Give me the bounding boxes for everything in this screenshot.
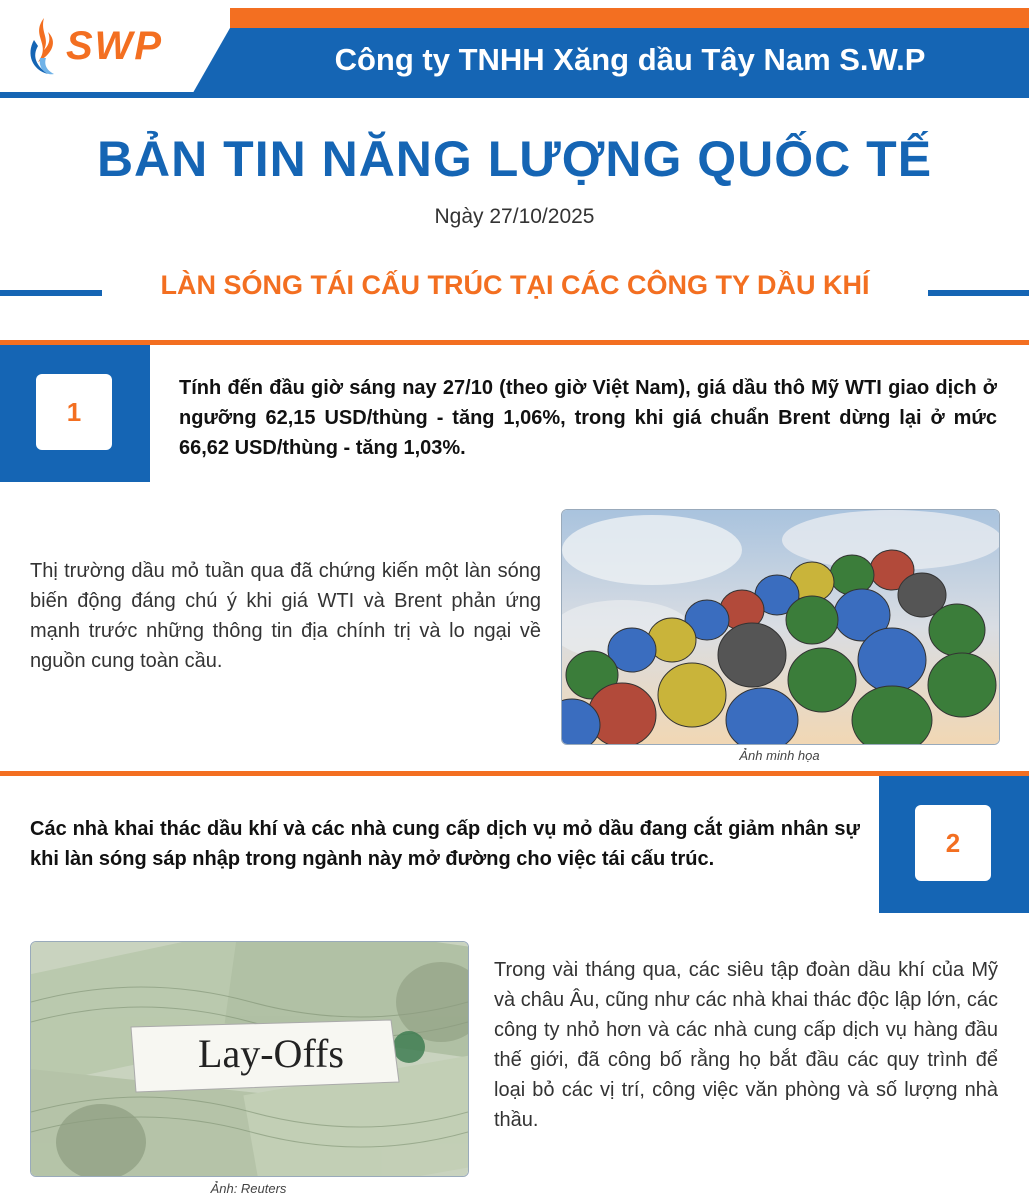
header-underline [0, 92, 1029, 98]
logo-text: SWP [66, 24, 164, 68]
issue-date: Ngày 27/10/2025 [434, 205, 595, 228]
layoffs-label: Lay-Offs [198, 1031, 344, 1076]
section-lead: Tính đến đầu giờ sáng nay 27/10 (theo giờ Việt Nam), giá dầu thô Mỹ WTI giao dịch ở ngưỡng 62,15 USD/thùng - tăng 1,06%, trong khi giá chuẩn Brent dừng lại ở mức 66,62 USD/thùng - tăng 1,03%. [179, 377, 997, 459]
oil-barrels-image [561, 509, 1000, 745]
section-body: Trong vài tháng qua, các siêu tập đoàn dầu khí của Mỹ và châu Âu, cũng như các nhà khai thác độc lập lớn, các công ty nhỏ hơn và các nhà cung cấp dịch vụ hàng đầu thế giới, đã công bố rằng họ bắt đầu các quy trình để loại bỏ các vị trí, công việc văn phòng và số lượng nhà thầu. [494, 959, 998, 1131]
number-block-1 [0, 345, 150, 482]
section-subtitle: LÀN SÓNG TÁI CẤU TRÚC TẠI CÁC CÔNG TY DẦU KHÍ [160, 270, 870, 300]
section-lead: Các nhà khai thác dầu khí và các nhà cung cấp dịch vụ mỏ dầu đang cắt giảm nhân sự khi làn sóng sáp nhập trong ngành này mở đường cho việc tái cấu trúc. [30, 818, 860, 870]
section-body: Thị trường dầu mỏ tuần qua đã chứng kiến một làn sóng biến động đáng chú ý khi giá WTI và Brent phản ứng mạnh trước những thông tin địa chính trị và lo ngại về nguồn cung toàn cầu. [30, 560, 541, 672]
number-block-2 [879, 776, 1029, 913]
divider-line [0, 771, 1029, 776]
divider-line [0, 340, 1029, 345]
page-title: BẢN TIN NĂNG LƯỢNG QUỐC TẾ [96, 131, 933, 187]
subtitle-bar-left [0, 290, 102, 296]
company-name: Công ty TNHH Xăng dầu Tây Nam S.W.P [334, 42, 926, 77]
flame-icon [22, 14, 72, 84]
layoffs-image [30, 941, 469, 1177]
image-caption: Ảnh: Reuters [210, 1181, 287, 1196]
section-number: 1 [36, 374, 112, 450]
image-caption: Ảnh minh họa [739, 748, 820, 763]
section-number: 2 [915, 805, 991, 881]
subtitle-bar-right [928, 290, 1029, 296]
